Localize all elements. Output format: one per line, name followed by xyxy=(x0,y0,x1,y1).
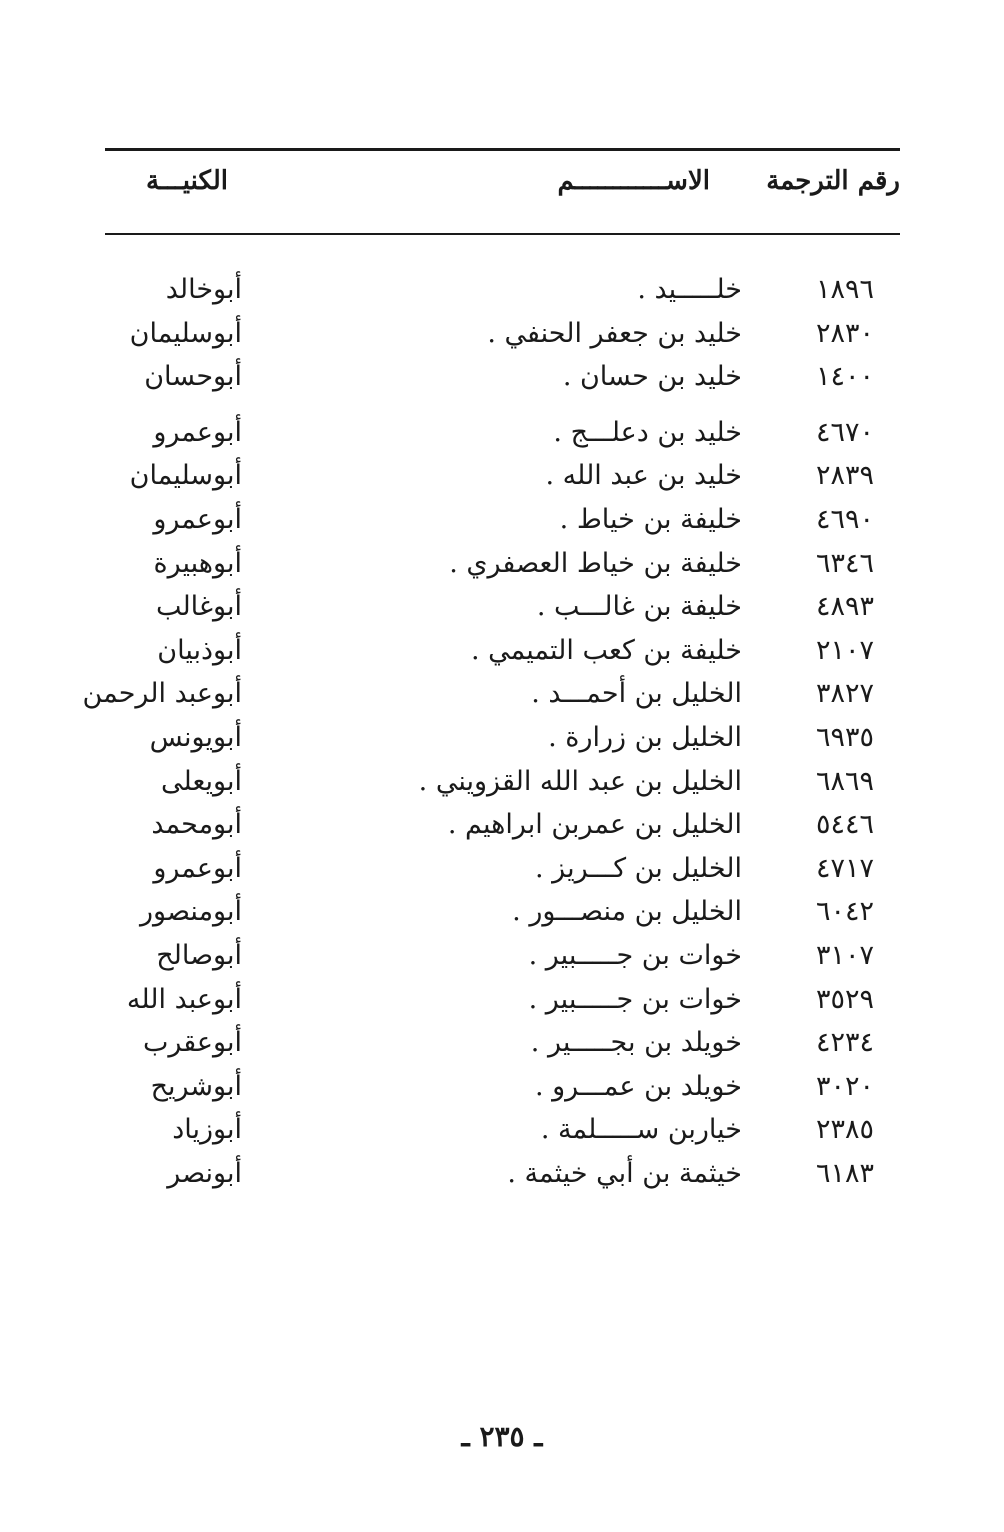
table-row xyxy=(0,542,1004,586)
entry-name: خياربن ســـــلمة . xyxy=(540,1114,742,1146)
entry-number: ٣١٠٧ xyxy=(815,939,874,971)
entry-name: خليفة بن خياط العصفري . xyxy=(449,547,742,579)
entry-number: ٣٠٢٠ xyxy=(815,1070,874,1102)
entry-kunya: أبوعبد الله xyxy=(126,983,242,1015)
entry-name: الخليل بن عبد الله القزويني . xyxy=(418,765,742,797)
entry-number: ٦٠٤٢ xyxy=(815,896,874,928)
entry-kunya: أبوسليمان xyxy=(129,460,242,492)
entry-number: ٢٨٣٩ xyxy=(815,460,874,492)
entry-name: الخليل بن منصـــور . xyxy=(512,896,742,928)
entry-name: خليد بن جعفر الحنفي . xyxy=(487,317,742,349)
entry-kunya: أبوذبيان xyxy=(157,634,242,666)
header-top-rule xyxy=(105,148,900,151)
entry-name: خليد بن دعلـــج . xyxy=(553,416,742,448)
entry-name: الخليل بن كـــريز . xyxy=(535,852,742,884)
entry-kunya: أبوعمرو xyxy=(153,503,242,535)
entry-number: ٦٨٦٩ xyxy=(815,765,874,797)
entry-number: ١٨٩٦ xyxy=(815,274,874,305)
entry-name: خليفة بن كعب التميمي . xyxy=(470,634,742,666)
entry-name: خوات بن جـــــبير . xyxy=(528,983,742,1015)
entry-number: ٤٦٩٠ xyxy=(815,503,874,535)
entry-kunya: أبونصر xyxy=(167,1157,242,1189)
column-header-kunya: الكنيـــة xyxy=(146,166,228,196)
table-row xyxy=(0,268,1004,312)
table-row xyxy=(0,672,1004,716)
entry-name: خوات بن جـــــبير . xyxy=(528,939,742,971)
table-row xyxy=(0,454,1004,498)
table-row xyxy=(0,760,1004,804)
entry-name: خلـــــيد . xyxy=(637,274,742,305)
entry-kunya: أبوسليمان xyxy=(129,317,242,349)
entry-name: الخليل بن أحمـــد . xyxy=(531,678,742,710)
table-row xyxy=(0,1108,1004,1152)
entry-number: ٤٢٣٤ xyxy=(815,1027,874,1059)
entry-number: ٥٤٤٦ xyxy=(815,809,874,841)
column-header-number: رقم الترجمة xyxy=(766,166,900,196)
entry-number: ٣٥٢٩ xyxy=(815,983,874,1015)
table-row xyxy=(0,411,1004,455)
entry-name: خليد بن عبد الله . xyxy=(545,460,742,492)
entry-name: خويلد بن بجـــــير . xyxy=(530,1027,742,1059)
entry-kunya: أبوخالد xyxy=(165,274,242,305)
entry-kunya: أبوعمرو xyxy=(153,416,242,448)
table-row xyxy=(0,934,1004,978)
entry-name: خويلد بن عمـــرو . xyxy=(534,1070,742,1102)
entry-kunya: أبوعمرو xyxy=(153,852,242,884)
table-row xyxy=(0,355,1004,399)
entry-kunya: أبوهبيرة xyxy=(153,547,242,579)
entry-number: ٦٣٤٦ xyxy=(815,547,874,579)
page-number: ـ ٢٣٥ ـ xyxy=(461,1420,543,1453)
table-row xyxy=(0,978,1004,1022)
column-header-name: الاســــــــــــم xyxy=(557,166,710,196)
table-row xyxy=(0,1021,1004,1065)
entry-kunya: أبوزياد xyxy=(172,1114,242,1146)
entry-name: خليفة بن غالـــب . xyxy=(536,591,742,623)
entry-number: ٢٨٣٠ xyxy=(815,317,874,349)
entry-number: ٤٧١٧ xyxy=(815,852,874,884)
entry-kunya: أبوعبد الرحمن xyxy=(82,678,242,710)
entry-number: ٤٦٧٠ xyxy=(815,416,874,448)
table-row xyxy=(0,312,1004,356)
entry-number: ٤٨٩٣ xyxy=(815,591,874,623)
entry-number: ٦٩٣٥ xyxy=(815,721,874,753)
entry-kunya: أبومحمد xyxy=(151,809,242,841)
entry-number: ٦١٨٣ xyxy=(815,1157,874,1189)
entry-name: الخليل بن عمربن ابراهيم . xyxy=(447,809,742,841)
entry-kunya: أبوعقرب xyxy=(142,1027,242,1059)
entry-kunya: أبومنصور xyxy=(140,896,242,928)
entry-name: الخليل بن زرارة . xyxy=(548,721,742,753)
header-bottom-rule xyxy=(105,233,900,235)
entry-number: ١٤٠٠ xyxy=(815,361,874,393)
table-row xyxy=(0,803,1004,847)
entry-number: ٢٣٨٥ xyxy=(815,1114,874,1146)
table-row xyxy=(0,498,1004,542)
entry-kunya: أبويعلى xyxy=(161,765,242,797)
table-row xyxy=(0,716,1004,760)
table-row xyxy=(0,585,1004,629)
entry-kunya: أبويونس xyxy=(149,721,242,753)
entries-table xyxy=(0,268,1004,1195)
entry-name: خليد بن حسان . xyxy=(562,361,742,393)
entry-kunya: أبوحسان xyxy=(144,361,242,393)
table-row xyxy=(0,1152,1004,1196)
entry-kunya: أبوغالب xyxy=(155,591,242,623)
table-row xyxy=(0,890,1004,934)
entry-kunya: أبوصالح xyxy=(156,939,242,971)
table-row xyxy=(0,847,1004,891)
table-row xyxy=(0,1065,1004,1109)
entry-kunya: أبوشريح xyxy=(150,1070,242,1102)
entry-name: خيثمة بن أبي خيثمة . xyxy=(507,1157,742,1189)
entry-number: ٣٨٢٧ xyxy=(815,678,874,710)
entry-name: خليفة بن خياط . xyxy=(559,503,742,535)
entry-number: ٢١٠٧ xyxy=(815,634,874,666)
table-row xyxy=(0,629,1004,673)
